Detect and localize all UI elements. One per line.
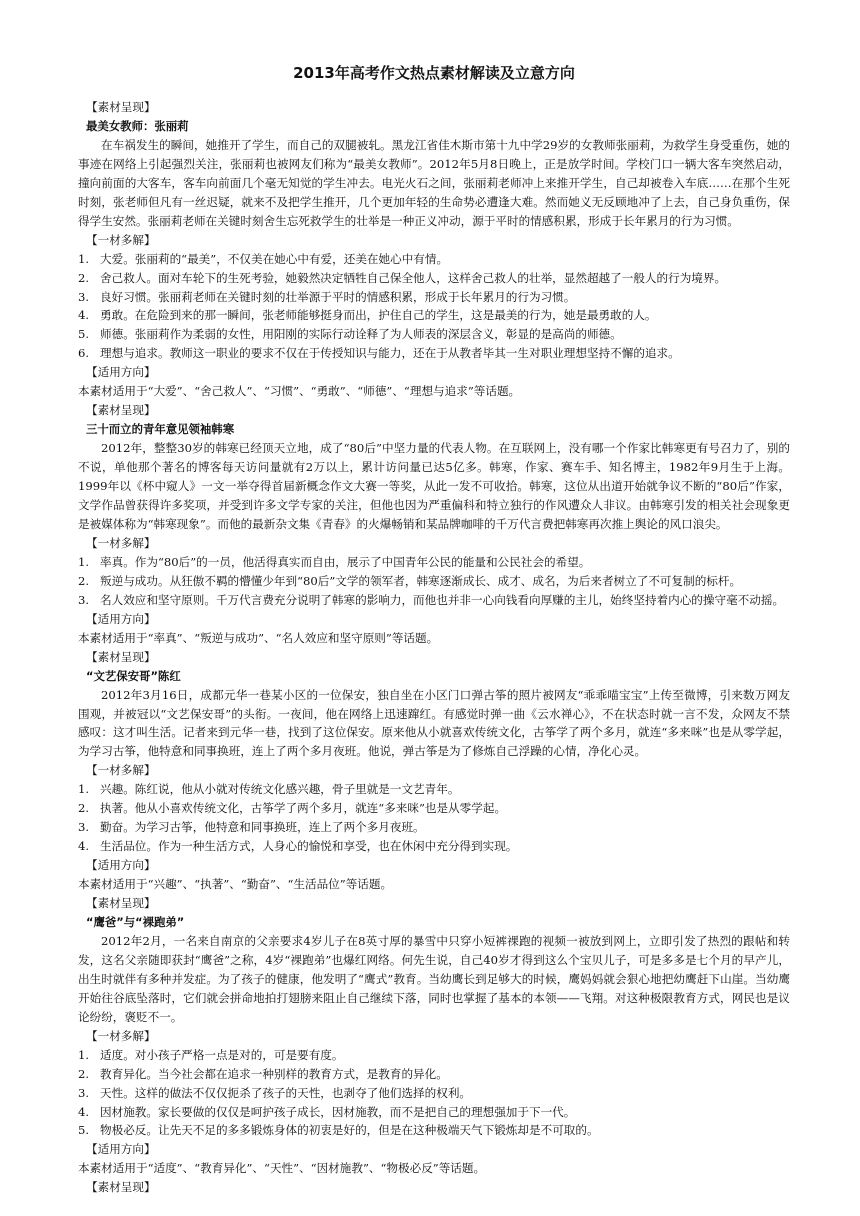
direction-text: 本素材适用于“率真”、“叛逆与成功”、“名人效应和坚守原则”等话题。 (78, 630, 439, 645)
point-text: 因材施教。家长要做的仅仅是呵护孩子成长，因材施教，而不是把自己的理想强加于下一代。 (100, 1104, 576, 1119)
point-number: 1. (78, 782, 90, 797)
material-story: 在车祸发生的瞬间，她推开了学生，而自己的双腿被轧。黑龙江省佳木斯市第十九中学29岁的女教师张丽莉，为救学生身受重伤，她的事迹在网络上引起强烈关注，张丽莉也被网友们称为“最美女教师”。2012年5月8日晚上，正是放学时间。学校门口一辆大客车突然启动，撞向前面的大客车，客车向前面几个毫无知觉的学生冲去。电光火石之间，张丽莉老师冲上来推开学生，自己却被卷入车底……在那个生死时刻，张老师但凡有一丝迟疑，就来不及把学生推开，几个更加年轻的生命势必遭逢大难。然而她义无反顾地冲了上去，自己身负重伤，保得学生安然。张丽莉老师在关键时刻舍生忘死救学生的壮举是一种正义冲动，源于平时的情感积累，形成于长年累月的行为习惯。 (78, 137, 790, 228)
point-number: 3. (78, 592, 90, 607)
point-text: 率真。作为“80后”的一员，他活得真实而自由，展示了中国青年公民的能量和公民社会的希望。 (100, 554, 591, 569)
analysis-point (78, 1103, 790, 1122)
analysis-point (78, 818, 790, 837)
analysis-point (78, 1121, 790, 1140)
document-page (78, 62, 790, 1197)
analysis-point (78, 306, 790, 325)
point-number: 2. (78, 1066, 90, 1081)
point-number: 1. (78, 251, 90, 266)
direction-tag: 【适用方向】 (86, 1142, 156, 1157)
material-present-tag: 【素材呈现】 (86, 649, 156, 664)
point-number: 4. (78, 308, 90, 323)
point-number: 5. (78, 327, 90, 342)
material-present-tag: 【素材呈现】 (86, 100, 156, 114)
final-section-tag: 【素材呈现】 (86, 1180, 156, 1195)
analysis-point (78, 288, 790, 307)
material-section (78, 98, 790, 401)
point-number: 5. (78, 1123, 90, 1138)
point-text: 理想与追求。教师这一职业的要求不仅在于传授知识与能力，还在于从教者毕其一生对职业理想坚持不懈的追求。 (100, 346, 680, 361)
direction-text: 本素材适用于“大爱”、“舍己救人”、“习惯”、“勇敢”、“师德”、“理想与追求”等话题。 (78, 384, 521, 399)
analysis-point (78, 1084, 790, 1103)
analysis-tag: 【一材多解】 (86, 232, 156, 247)
analysis-point (78, 250, 790, 269)
material-section (78, 401, 790, 647)
point-text: 兴趣。陈红说，他从小就对传统文化感兴趣，骨子里就是一文艺青年。 (100, 782, 460, 797)
point-number: 1. (78, 1047, 90, 1062)
material-heading: “鹰爸”与“裸跑弟” (86, 914, 185, 929)
point-text: 适度。对小孩子严格一点是对的，可是要有度。 (100, 1047, 344, 1062)
material-heading: “文艺保安哥”陈红 (86, 668, 181, 683)
point-text: 叛逆与成功。从狂傲不羁的懵懂少年到“80后”文学的领军者，韩寒逐渐成长、成才、成名，为后来者树立了不可复制的标杆。 (100, 573, 742, 588)
point-number: 6. (78, 346, 90, 361)
analysis-point (78, 780, 790, 799)
material-story: 2012年3月16日，成都元华一巷某小区的一位保安，独自坐在小区门口弹古筝的照片被网友“乖乖喵宝宝”上传至微博，引来数万网友围观，并被冠以“文艺保安哥”的头衔。一夜间，他在网络上迅速蹿红。有感觉时弹一曲《云水禅心》，不在状态时就一言不发，众网友不禁感叹：这才叫生活。记者来到元华一巷，找到了这位保安。原来他从小就喜欢传统文化，古筝学了两个多月，就连“多来咪”也是从零学起，为学习古筝，他特意和同事换班，连上了两个多月夜班。他说，弹古筝是为了修炼自己浮躁的心情，净化心灵。 (78, 687, 790, 759)
direction-tag: 【适用方向】 (86, 858, 156, 873)
analysis-point (78, 325, 790, 344)
point-number: 4. (78, 1104, 90, 1119)
point-text: 生活品位。作为一种生活方式，人身心的愉悦和享受，也在休闲中充分得到实现。 (100, 839, 518, 854)
direction-text: 本素材适用于“兴趣”、“执著”、“勤奋”、“生活品位”等话题。 (78, 877, 393, 892)
point-number: 2. (78, 270, 90, 285)
analysis-tag: 【一材多解】 (86, 535, 156, 550)
page-title: 2013年高考作文热点素材解读及立意方向 (293, 64, 575, 82)
point-number: 2. (78, 573, 90, 588)
analysis-point (78, 269, 790, 288)
point-number: 2. (78, 801, 90, 816)
material-section (78, 648, 790, 894)
direction-tag: 【适用方向】 (86, 365, 156, 380)
point-text: 勤奋。为学习古筝，他特意和同事换班，连上了两个多月夜班。 (100, 820, 425, 835)
material-heading: 三十而立的青年意见领袖韩寒 (86, 422, 235, 437)
point-text: 名人效应和坚守原则。千万代言费充分说明了韩寒的影响力，而他也并非一心向钱看向厚赚的主儿，始终坚持着内心的操守毫不动摇。 (100, 592, 785, 607)
material-section (78, 894, 790, 1178)
analysis-point (78, 837, 790, 856)
document-body (78, 98, 790, 1178)
analysis-point (78, 572, 790, 591)
point-text: 师德。张丽莉作为柔弱的女性，用阳刚的实际行动诠释了为人师表的深层含义，彰显的是高尚的师德。 (100, 327, 622, 342)
analysis-point (78, 1046, 790, 1065)
point-text: 勇敢。在危险到来的那一瞬间，张老师能够挺身而出，护住自己的学生，这是最美的行为，她是最勇敢的人。 (100, 308, 657, 323)
analysis-tag: 【一材多解】 (86, 1028, 156, 1043)
point-text: 物极必反。让先天不足的多多锻炼身体的初衷是好的，但是在这种极端天气下锻炼却是不可取的。 (100, 1123, 599, 1138)
material-heading: 最美女教师：张丽莉 (86, 118, 189, 133)
point-number: 3. (78, 1085, 90, 1100)
analysis-tag: 【一材多解】 (86, 763, 156, 778)
point-text: 执著。他从小喜欢传统文化，古筝学了两个多月，就连“多来咪”也是从零学起。 (100, 801, 507, 816)
point-text: 教育异化。当今社会都在追求一种别样的教育方式，是教育的异化。 (100, 1066, 448, 1081)
point-text: 天性。这样的做法不仅仅扼杀了孩子的天性，也剥夺了他们选择的权利。 (100, 1085, 472, 1100)
direction-tag: 【适用方向】 (86, 611, 156, 626)
material-story: 2012年2月，一名来自南京的父亲要求4岁儿子在8英寸厚的暴雪中只穿小短裤裸跑的视频一被放到网上，立即引发了热烈的跟帖和转发，这名父亲随即获封“鹰爸”之称，4岁“裸跑弟”也爆红网络。何先生说，自己40岁才得到这么个宝贝儿子，可是多多是七个月的早产儿，出生时就伴有多种并发症。为了孩子的健康，他发明了“鹰式”教育。当幼鹰长到足够大的时候，鹰妈妈就会狠心地把幼鹰赶下山崖。当幼鹰开始往谷底坠落时，它们就会拼命地拍打翅膀来阻止自己继续下落，同时也掌握了基本的本领——飞翔。对这种极限教育方式，网民也是议论纷纷，褒贬不一。 (78, 933, 790, 1024)
material-present-tag: 【素材呈现】 (86, 403, 156, 418)
material-present-tag: 【素材呈现】 (86, 896, 156, 911)
analysis-point (78, 344, 790, 363)
material-story: 2012年，整整30岁的韩寒已经顶天立地，成了“80后”中坚力量的代表人物。在互联网上，没有哪一个作家比韩寒更有号召力了，别的不说，单他那个著名的博客每天访问量就有2万以上，累计访问量已达5亿多。韩寒，作家、赛车手、知名博主，1982年9月生于上海。1999年以《杯中窥人》一文一举夺得首届新概念作文大赛一等奖，从此一发不可收拾。韩寒，这位从出道开始就争议不断的“80后”作家，文学作品曾获得许多奖项，并受到许多文学专家的关注，但他也因为严重偏科和特立独行的作风遭众人非议。由韩寒引发的相关社会现象更是被媒体称为“韩寒现象”。而他的最新杂文集《青春》的火爆畅销和某品牌咖啡的千万代言费把韩寒再次推上舆论的风口浪尖。 (78, 441, 790, 531)
analysis-point (78, 799, 790, 818)
analysis-point (78, 591, 790, 610)
point-number: 4. (78, 839, 90, 854)
point-text: 良好习惯。张丽莉老师在关键时刻的壮举源于平时的情感积累，形成于长年累月的行为习惯。 (100, 289, 576, 304)
point-number: 3. (78, 289, 90, 304)
point-number: 1. (78, 554, 90, 569)
analysis-point (78, 553, 790, 572)
analysis-point (78, 1065, 790, 1084)
point-text: 舍己救人。面对车轮下的生死考验，她毅然决定牺牲自己保全他人，这样舍己救人的壮举，显然超越了一般人的行为境界。 (100, 270, 727, 285)
point-number: 3. (78, 820, 90, 835)
direction-text: 本素材适用于“适度”、“教育异化”、“天性”、“因材施教”、“物极必反”等话题。 (78, 1161, 486, 1176)
point-text: 大爱。张丽莉的“最美”，不仅美在她心中有爱，还美在她心中有情。 (100, 251, 449, 266)
